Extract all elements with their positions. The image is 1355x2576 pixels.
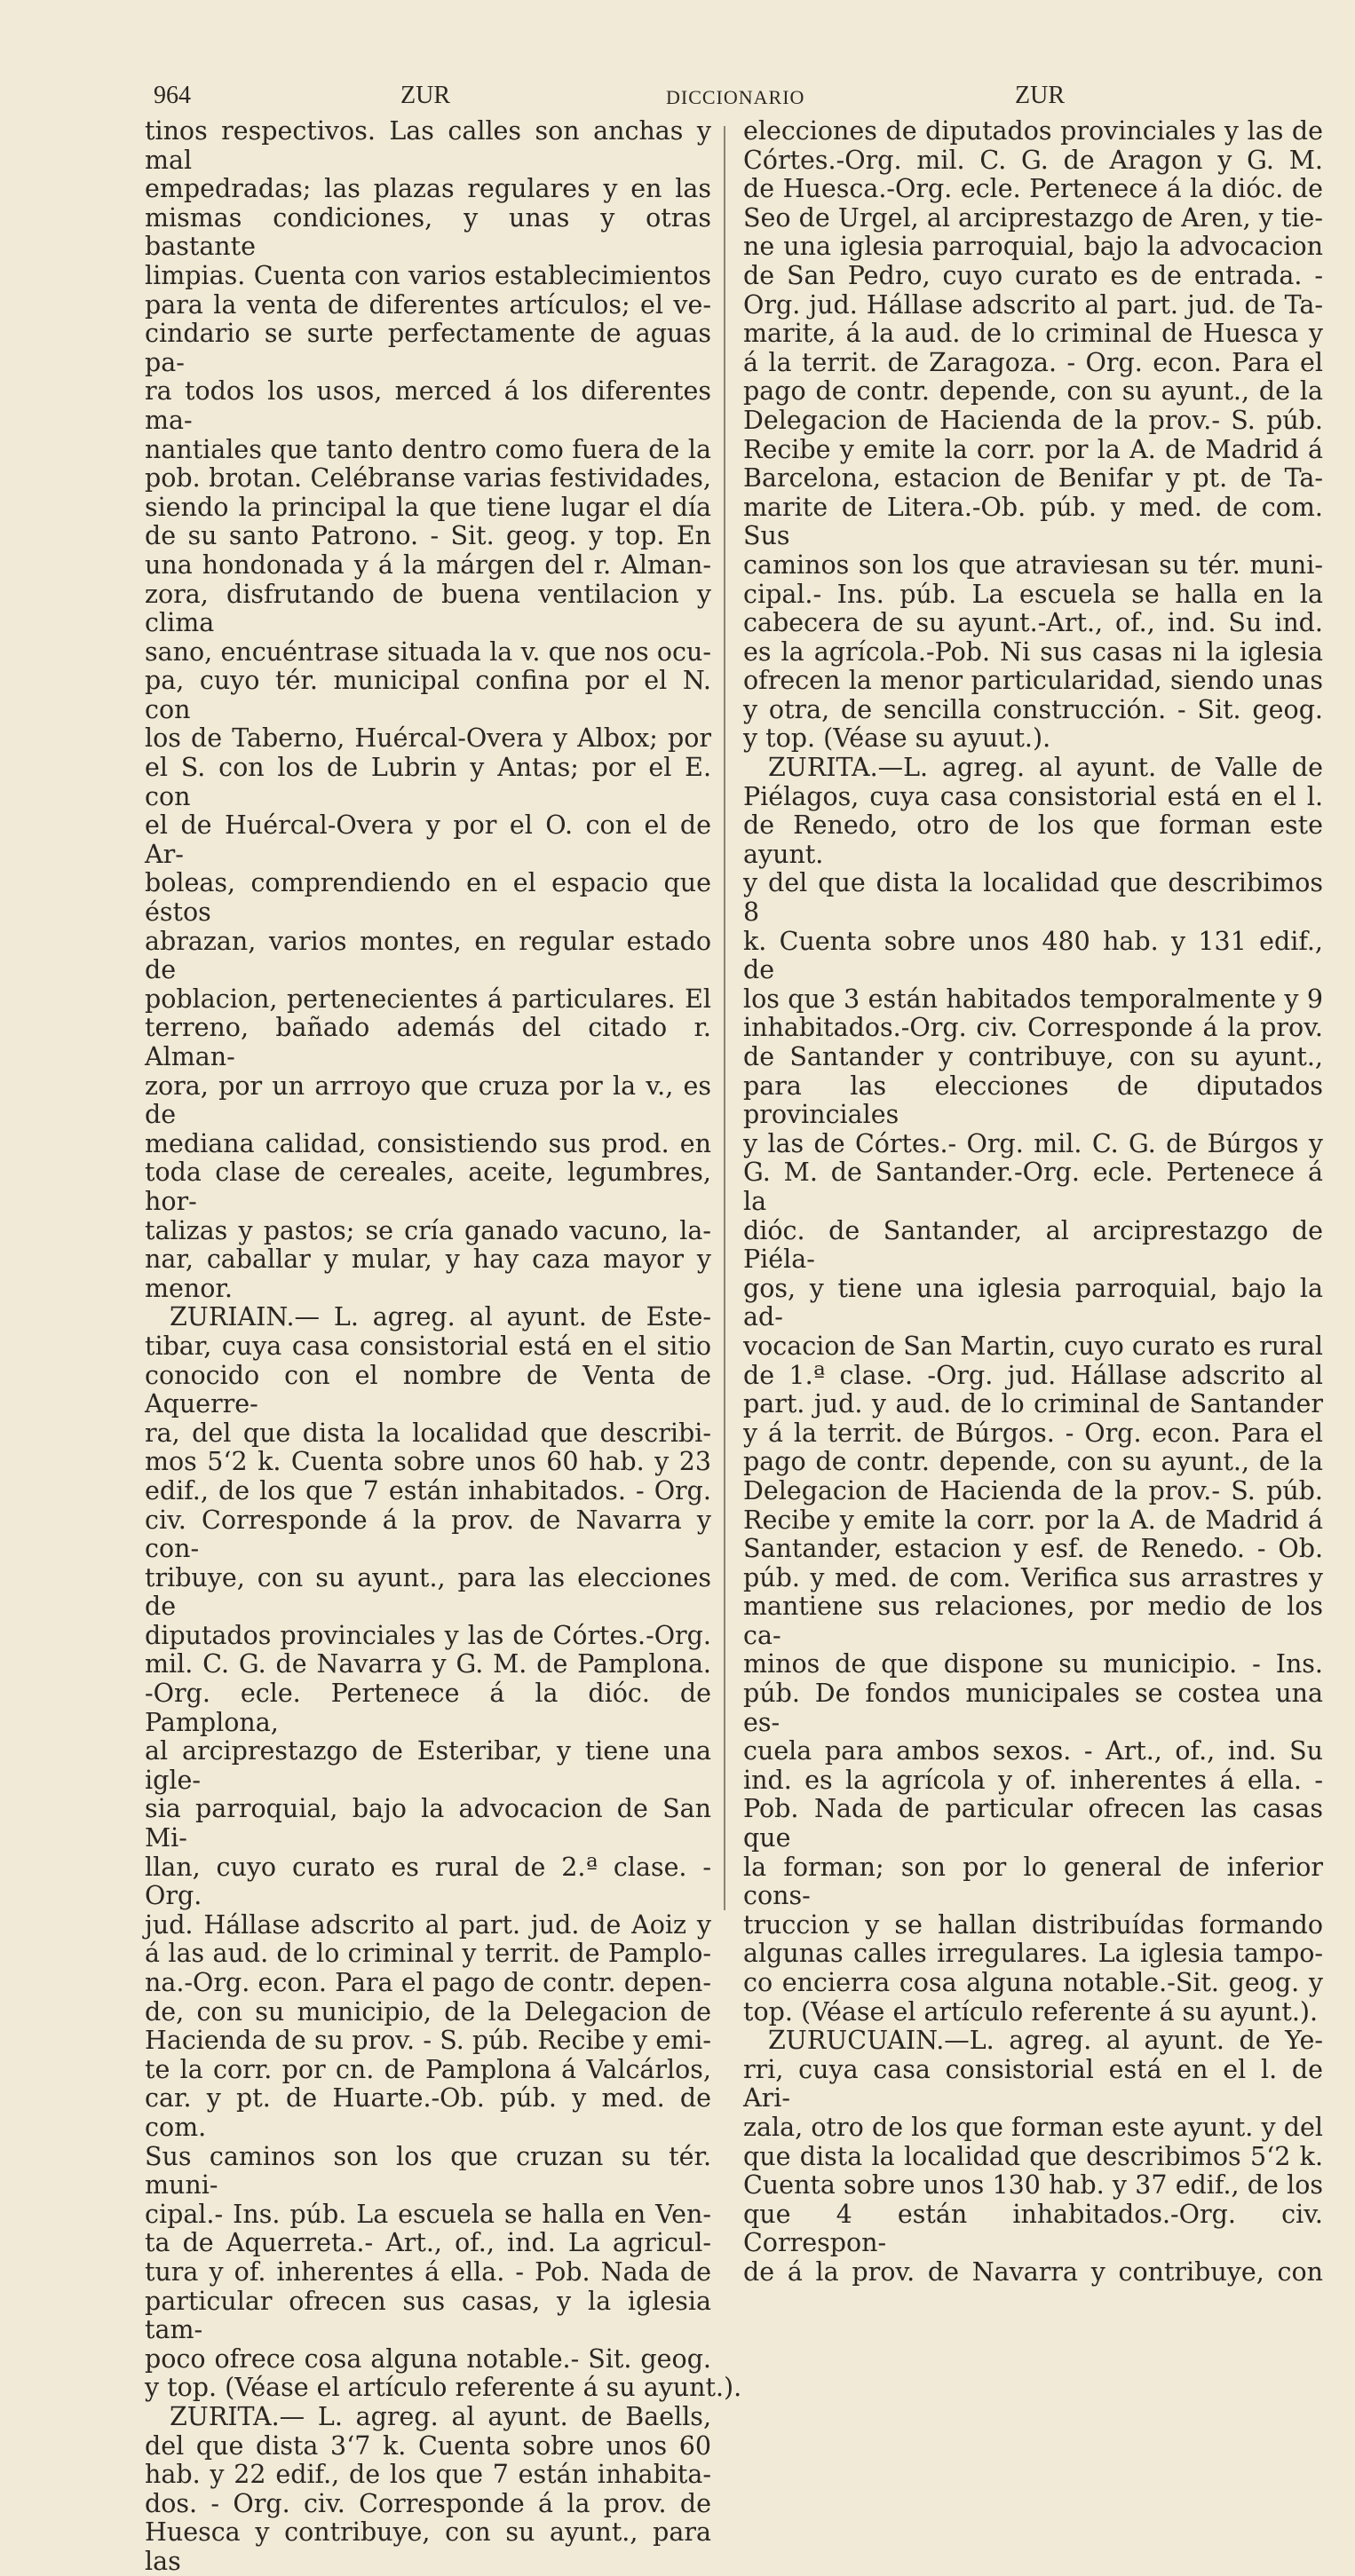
text-line: ZURITA.— L. agreg. al ayunt. de Baells,: [170, 2401, 711, 2431]
text-line: el de Huércal-Overa y por el O. con el de Ar-: [145, 810, 711, 869]
text-line: para las elecciones de diputados provinciales: [743, 1071, 1323, 1130]
text-line: del que dista 3‘7 k. Cuenta sobre unos 60: [145, 2430, 711, 2461]
text-line: cuela para ambos sexos. - Art., of., ind. Su: [743, 1736, 1323, 1766]
text-line: Santander, estacion y esf. de Renedo. - Ob.: [743, 1534, 1323, 1564]
text-line: -Org. ecle. Pertenece á la dióc. de Pamplona,: [145, 1679, 711, 1737]
text-line: algunas calles irregulares. La iglesia tampo-: [743, 1939, 1323, 1969]
text-line: sano, encuéntrase situada la v. que nos ocu-: [145, 636, 711, 667]
text-line: á la territ. de Zaragoza. - Org. econ. Para el: [743, 347, 1323, 377]
text-line: Córtes.-Org. mil. C. G. de Aragon y G. M.: [743, 145, 1323, 175]
text-line: zora, disfrutando de buena ventilacion y clima: [145, 579, 711, 638]
text-line: ta de Aquerreta.- Art., of., ind. La agricul-: [145, 2228, 711, 2258]
text-line: vocacion de San Martin, cuyo curato es rural: [743, 1331, 1323, 1361]
text-line: poblacion, pertenecientes á particulares. El: [145, 984, 711, 1014]
text-line: tibar, cuya casa consistorial está en el sitio: [145, 1331, 711, 1361]
text-line: púb. y med. de com. Verifica sus arrastres y: [743, 1562, 1323, 1592]
text-line: talizas y pastos; se cría ganado vacuno, la-: [145, 1215, 711, 1245]
text-line: siendo la principal la que tiene lugar el día: [145, 492, 711, 522]
text-line: zora, por un arrroyo que cruza por la v., es de: [145, 1071, 711, 1130]
text-line: una hondonada y á la márgen del r. Alman-: [145, 549, 711, 580]
text-line: marite de Litera.-Ob. púb. y med. de com. Sus: [743, 492, 1323, 551]
text-line: mediana calidad, consistiendo sus prod. en: [145, 1128, 711, 1158]
text-line: Huesca y contribuye, con su ayunt., para las: [145, 2517, 711, 2576]
text-line: limpias. Cuenta con varios establecimientos: [145, 260, 711, 290]
text-line: terreno, bañado además del citado r. Alman-: [145, 1013, 711, 1071]
text-line: tinos respectivos. Las calles son anchas y mal: [145, 116, 711, 175]
text-line: y las de Córtes.- Org. mil. C. G. de Búrgos y: [743, 1128, 1323, 1158]
text-line: part. jud. y aud. de lo criminal de Santander: [743, 1389, 1323, 1419]
text-line: y del que dista la localidad que describimos 8: [743, 868, 1323, 928]
text-line: el S. con los de Lubrin y Antas; por el E. con: [145, 753, 711, 811]
text-line: la forman; son por lo general de inferior cons-: [743, 1852, 1323, 1911]
text-line: de su santo Patrono. - Sit. geog. y top. En: [145, 521, 711, 551]
text-line: púb. De fondos municipales se costea una es-: [743, 1679, 1323, 1737]
text-line: pago de contr. depende, con su ayunt., de la: [743, 376, 1323, 407]
text-line: te la corr. por cn. de Pamplona á Valcárlos,: [145, 2054, 711, 2084]
text-line: dióc. de Santander, al arciprestazgo de Piéla-: [743, 1215, 1323, 1275]
text-line: pa, cuyo tér. municipal confina por el N. con: [145, 666, 711, 724]
text-line: que 4 están inhabitados.-Org. civ. Correspon-: [743, 2199, 1323, 2258]
text-line: Hacienda de su prov. - S. púb. Recibe y emi-: [145, 2026, 711, 2056]
text-line: toda clase de cereales, aceite, legumbres, hor-: [145, 1158, 711, 1216]
text-line: minos de que dispone su municipio. - Ins.: [743, 1649, 1323, 1679]
text-line: boleas, comprendiendo en el espacio que éstos: [145, 868, 711, 928]
text-line: de, con su municipio, de la Delegacion de: [145, 1996, 711, 2027]
text-line: gos, y tiene una iglesia parroquial, bajo la ad-: [743, 1273, 1323, 1332]
text-line: tribuye, con su ayunt., para las elecciones de: [145, 1562, 711, 1622]
text-line: mantiene sus relaciones, por medio de los ca-: [743, 1592, 1323, 1650]
text-line: mismas condiciones, y unas y otras bastante: [145, 202, 711, 262]
column-divider: [724, 126, 725, 1910]
page-header: [0, 82, 1355, 117]
text-line: car. y pt. de Huarte.-Ob. púb. y med. de com.: [145, 2083, 711, 2142]
text-line: na.-Org. econ. Para el pago de contr. depen-: [145, 1968, 711, 1997]
text-line: y top. (Véase el artículo referente á su ayunt.).: [145, 2373, 742, 2403]
text-line: al arciprestazgo de Esteribar, y tiene una igle-: [145, 1736, 711, 1795]
text-line: y top. (Véase su ayuut.).: [743, 723, 1051, 754]
text-line: mil. C. G. de Navarra y G. M. de Pamplona.: [145, 1649, 711, 1679]
text-line: es la agrícola.-Pob. Ni sus casas ni la iglesia: [743, 636, 1323, 667]
text-line: inhabitados.-Org. civ. Corresponde á la prov.: [743, 1013, 1323, 1043]
text-line: caminos son los que atraviesan su tér. muni-: [743, 549, 1323, 580]
text-line: á las aud. de lo criminal y territ. de Pamplo-: [145, 1939, 711, 1969]
text-line: que dista la localidad que describimos 5‘2 k.: [743, 2141, 1323, 2171]
text-line: rri, cuya casa consistorial está en el l. de Ari-: [743, 2054, 1323, 2114]
text-line: sia parroquial, bajo la advocacion de San Mi-: [145, 1794, 711, 1853]
text-line: poco ofrece cosa alguna notable.- Sit. geog.: [145, 2343, 711, 2374]
text-line: ind. es la agrícola y of. inherentes á ella. -: [743, 1765, 1323, 1795]
text-line: ra, del que dista la localidad que describi-: [145, 1418, 711, 1448]
text-line: de Santander y contribuye, con su ayunt.,: [743, 1042, 1323, 1071]
text-line: y á la territ. de Búrgos. - Org. econ. Para el: [743, 1418, 1323, 1448]
text-line: zala, otro de los que forman este ayunt. y del: [743, 2112, 1323, 2142]
page-number: 964: [154, 82, 191, 109]
text-line: para la venta de diferentes artículos; el ve-: [145, 289, 711, 320]
text-line: llan, cuyo curato es rural de 2.ª clase. - Org.: [145, 1852, 711, 1911]
text-line: cipal.- Ins. púb. La escuela se halla en Ven-: [145, 2199, 711, 2229]
text-line: ZURITA.—L. agreg. al ayunt. de Valle de: [768, 753, 1323, 783]
text-line: conocido con el nombre de Venta de Aquerre-: [145, 1360, 711, 1419]
text-line: co encierra cosa alguna notable.-Sit. geog. y: [743, 1968, 1323, 1997]
text-line: ZURIAIN.— L. agreg. al ayunt. de Este-: [170, 1302, 711, 1332]
text-line: nar, caballar y mular, y hay caza mayor y: [145, 1245, 711, 1275]
text-line: mos 5‘2 k. Cuenta sobre unos 60 hab. y 23: [145, 1447, 711, 1477]
text-line: particular ofrecen sus casas, y la iglesia tam-: [145, 2286, 711, 2345]
header-guide-word-right: ZUR: [1015, 82, 1065, 109]
text-line: Delegacion de Hacienda de la prov.- S. púb.: [743, 1475, 1323, 1505]
text-line: G. M. de Santander.-Org. ecle. Pertenece á la: [743, 1158, 1323, 1216]
text-line: cipal.- Ins. púb. La escuela se halla en la: [743, 579, 1323, 609]
text-line: truccion y se hallan distribuídas formando: [743, 1909, 1323, 1940]
text-line: dos. - Org. civ. Corresponde á la prov. de: [145, 2488, 711, 2518]
text-line: de á la prov. de Navarra y contribuye, con: [743, 2256, 1323, 2287]
header-title: DICCIONARIO: [666, 86, 805, 108]
text-line: tura y of. inherentes á ella. - Pob. Nada de: [145, 2256, 711, 2287]
text-line: ofrecen la menor particularidad, siendo unas: [743, 666, 1323, 696]
text-line: Recibe y emite la corr. por la A. de Madrid á: [743, 434, 1323, 464]
text-line: de Renedo, otro de los que forman este ayunt.: [743, 810, 1323, 869]
text-line: Seo de Urgel, al arciprestazgo de Aren, y tie-: [743, 202, 1323, 233]
text-line: pago de contr. depende, con su ayunt., de la: [743, 1447, 1323, 1477]
text-line: jud. Hállase adscrito al part. jud. de Aoiz y: [145, 1909, 711, 1940]
text-line: Pob. Nada de particular ofrecen las casas que: [743, 1794, 1323, 1853]
text-line: los de Taberno, Huércal-Overa y Albox; por: [145, 723, 711, 754]
text-line: de San Pedro, cuyo curato es de entrada. -: [743, 260, 1323, 290]
text-line: civ. Corresponde á la prov. de Navarra y con-: [145, 1505, 711, 1564]
text-line: elecciones de diputados provinciales y las de: [743, 116, 1323, 146]
text-line: pob. brotan. Celébranse varias festividades,: [145, 463, 711, 494]
text-line: Recibe y emite la corr. por la A. de Madrid á: [743, 1505, 1323, 1535]
right-column: [743, 117, 1323, 2288]
text-line: de Huesca.-Org. ecle. Pertenece á la dióc. de: [743, 174, 1323, 204]
text-line: cindario se surte perfectamente de aguas pa-: [145, 319, 711, 377]
text-line: ra todos los usos, merced á los diferentes ma-: [145, 376, 711, 435]
text-line: diputados provinciales y las de Córtes.-Org.: [145, 1620, 711, 1650]
text-line: nantiales que tanto dentro como fuera de la: [145, 434, 711, 464]
text-line: Delegacion de Hacienda de la prov.- S. púb.: [743, 405, 1323, 435]
text-line: k. Cuenta sobre unos 480 hab. y 131 edif., de: [743, 926, 1323, 985]
text-line: ne una iglesia parroquial, bajo la advocacion: [743, 232, 1323, 262]
text-line: Org. jud. Hállase adscrito al part. jud. de Ta-: [743, 289, 1323, 320]
text-line: los que 3 están habitados temporalmente y 9: [743, 984, 1323, 1014]
text-line: top. (Véase el artículo referente á su ayunt.).: [743, 1996, 1319, 2027]
text-line: de 1.ª clase. -Org. jud. Hállase adscrito al: [743, 1360, 1323, 1390]
text-line: Piélagos, cuya casa consistorial está en el l.: [743, 781, 1323, 811]
text-line: marite, á la aud. de lo criminal de Huesca y: [743, 319, 1323, 349]
text-line: cabecera de su ayunt.-Art., of., ind. Su ind.: [743, 608, 1323, 638]
text-line: ZURUCUAIN.—L. agreg. al ayunt. de Ye-: [768, 2026, 1323, 2056]
text-line: Sus caminos son los que cruzan su tér. muni-: [145, 2141, 711, 2201]
text-line: Barcelona, estacion de Benifar y pt. de Ta-: [743, 463, 1323, 494]
text-line: y otra, de sencilla construcción. - Sit. geog.: [743, 694, 1323, 724]
text-line: hab. y 22 edif., de los que 7 están inhabita-: [145, 2460, 711, 2490]
text-line: menor.: [145, 1273, 233, 1303]
text-line: empedradas; las plazas regulares y en las: [145, 174, 711, 204]
text-line: Cuenta sobre unos 130 hab. y 37 edif., de los: [743, 2170, 1323, 2201]
header-guide-word-left: ZUR: [400, 82, 450, 109]
text-line: abrazan, varios montes, en regular estado de: [145, 926, 711, 985]
left-column: [145, 116, 742, 2576]
text-line: edif., de los que 7 están inhabitados. - Org.: [145, 1475, 711, 1505]
